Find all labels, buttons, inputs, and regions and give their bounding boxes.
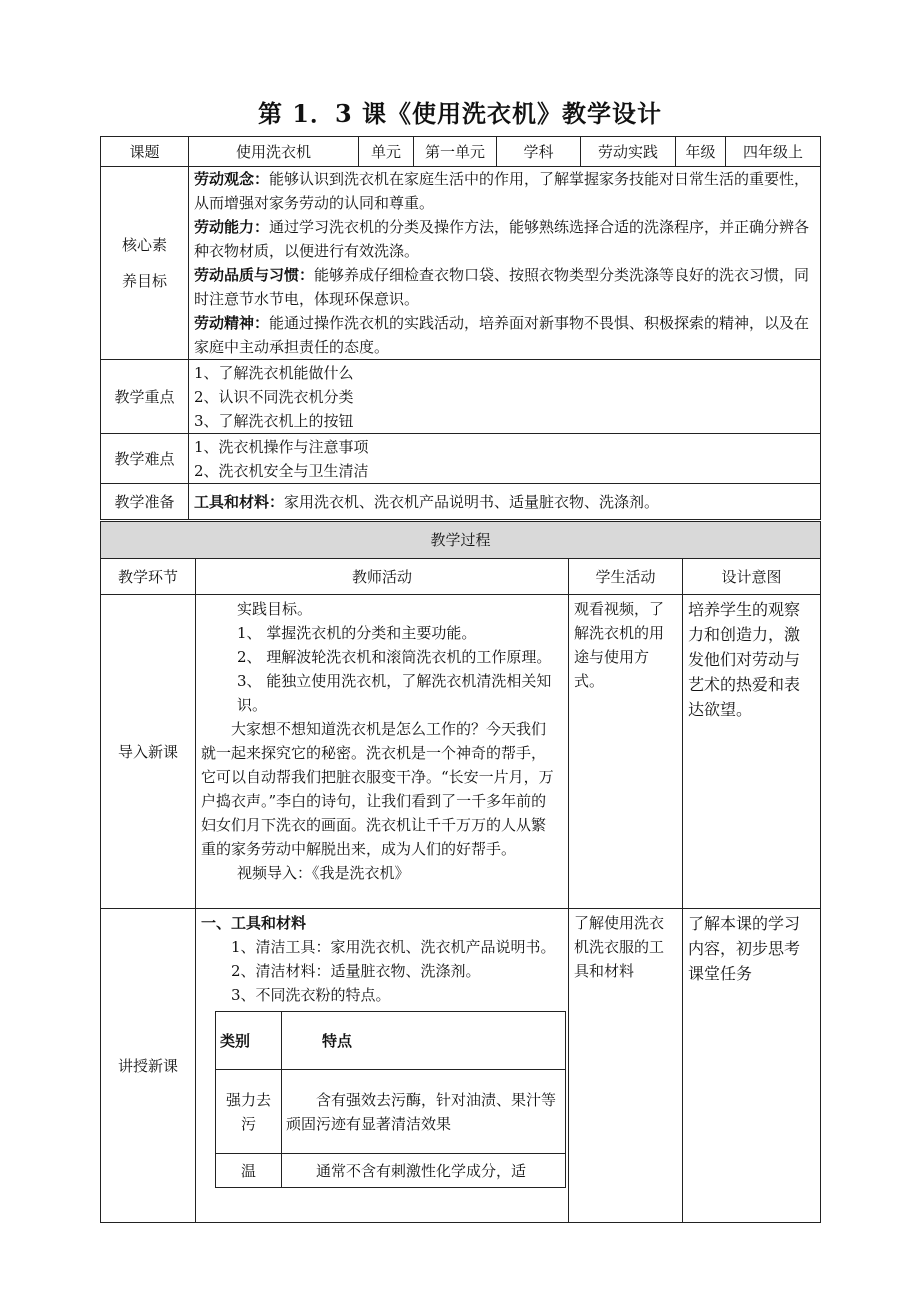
intro-goal-title: 实践目标。	[237, 600, 313, 618]
grade-value: 四年级上	[726, 137, 821, 167]
list-item: 3、不同洗衣粉的特点。	[231, 986, 391, 1004]
header-stage: 教学环节	[101, 559, 196, 595]
list-item: 3、 能独立使用洗衣机，了解洗衣机清洗相关知识。	[237, 672, 552, 714]
intro-video: 视频导入：《我是洗衣机》	[237, 864, 410, 882]
key-points-content	[189, 360, 821, 434]
grade-label: 年级	[676, 137, 726, 167]
powder-type-cell: 温	[216, 1154, 282, 1188]
list-item: 1、了解洗衣机能做什么	[194, 363, 354, 382]
intro-teacher-activity	[196, 595, 569, 909]
list-item: 2、 理解波轮洗衣机和滚筒洗衣机的工作原理。	[237, 648, 552, 666]
process-title: 教学过程	[101, 522, 821, 559]
page-title: 第 1．3 课《使用洗衣机》教学设计	[257, 99, 663, 128]
powder-table	[215, 1011, 566, 1188]
core-goals-content: 劳动观念：能够认识到洗衣机在家庭生活中的作用，了解掌握家务技能对日常生活的重要性，从而增强对家务劳动的认同和尊重。 劳动能力：通过学习洗衣机的分类及操作方法，能够熟练选择合适的洗涤程序，并正确分辨各种衣物材质，以便进行有效洗涤。 劳动品质与习惯：能够养成仔细检查衣物口袋、按照衣物类型分类洗涤等良好的洗衣习惯，同时注意节水节电，体现环保意识。 劳动精神：能通过操作洗衣机的实践活动，培养面对新事物不畏惧、积极探索的精神，以及在家庭中主动承担责任的态度。	[189, 167, 821, 360]
intro-intent: 培养学生的观察力和创造力，激发他们对劳动与艺术的热爱和表达欲望。	[683, 595, 821, 909]
header-teacher: 教师活动	[196, 559, 569, 595]
header-intent: 设计意图	[683, 559, 821, 595]
lecture-teacher-activity	[196, 909, 569, 1223]
powder-feature-cell: 含有强效去污酶，针对油渍、果汁等顽固污迹有显著清洁效果	[282, 1070, 566, 1154]
teaching-process-table	[100, 521, 821, 1223]
subject-value: 劳动实践	[581, 137, 676, 167]
list-item: 2、洗衣机安全与卫生清洁	[194, 461, 369, 480]
list-item: 2、认识不同洗衣机分类	[194, 387, 354, 406]
list-item: 2、清洁材料：适量脏衣物、洗涤剂。	[231, 962, 481, 980]
unit-value: 第一单元	[414, 137, 497, 167]
subject-label: 学科	[497, 137, 581, 167]
powder-type-cell: 强力去污	[216, 1070, 282, 1154]
core-goals-label: 核心素 养目标	[101, 167, 189, 360]
lecture-section-title: 一、工具和材料	[201, 914, 307, 932]
header-student: 学生活动	[569, 559, 683, 595]
intro-student-activity: 观看视频，了解洗衣机的用途与使用方式。	[569, 595, 683, 909]
lecture-student-activity: 了解使用洗衣机洗衣服的工具和材料	[569, 909, 683, 1223]
course-label: 课题	[101, 137, 189, 167]
lecture-stage: 讲授新课	[101, 909, 196, 1223]
preparation-label: 教学准备	[101, 484, 189, 520]
intro-story: 大家想不想知道洗衣机是怎么工作的？今天我们就一起来探究它的秘密。洗衣机是一个神奇的帮手，它可以自动帮我们把脏衣服变干净。“长安一片月，万户捣衣声。”李白的诗句，让我们看到了一千多年前的妇女们月下洗衣的画面。洗衣机让千千万万的人从繁重的家务劳动中解脱出来，成为人们的好帮手。	[201, 720, 554, 858]
list-item: 1、清洁工具：家用洗衣机、洗衣机产品说明书。	[231, 938, 556, 956]
unit-label: 单元	[359, 137, 414, 167]
course-value: 使用洗衣机	[189, 137, 359, 167]
intro-stage: 导入新课	[101, 595, 196, 909]
difficulties-label: 教学难点	[101, 434, 189, 484]
lecture-intent: 了解本课的学习内容，初步思考课堂任务	[683, 909, 821, 1223]
list-item: 1、洗衣机操作与注意事项	[194, 437, 369, 456]
powder-feature-header: 特点	[282, 1012, 566, 1070]
preparation-content: 工具和材料：家用洗衣机、洗衣机产品说明书、适量脏衣物、洗涤剂。	[189, 484, 821, 520]
list-item: 3、了解洗衣机上的按钮	[194, 411, 354, 430]
key-points-label: 教学重点	[101, 360, 189, 434]
powder-feature-cell: 通常不含有刺激性化学成分，适	[282, 1154, 566, 1188]
difficulties-content	[189, 434, 821, 484]
powder-type-header: 类别	[216, 1012, 282, 1070]
list-item: 1、 掌握洗衣机的分类和主要功能。	[237, 624, 477, 642]
lesson-info-table	[100, 136, 821, 520]
